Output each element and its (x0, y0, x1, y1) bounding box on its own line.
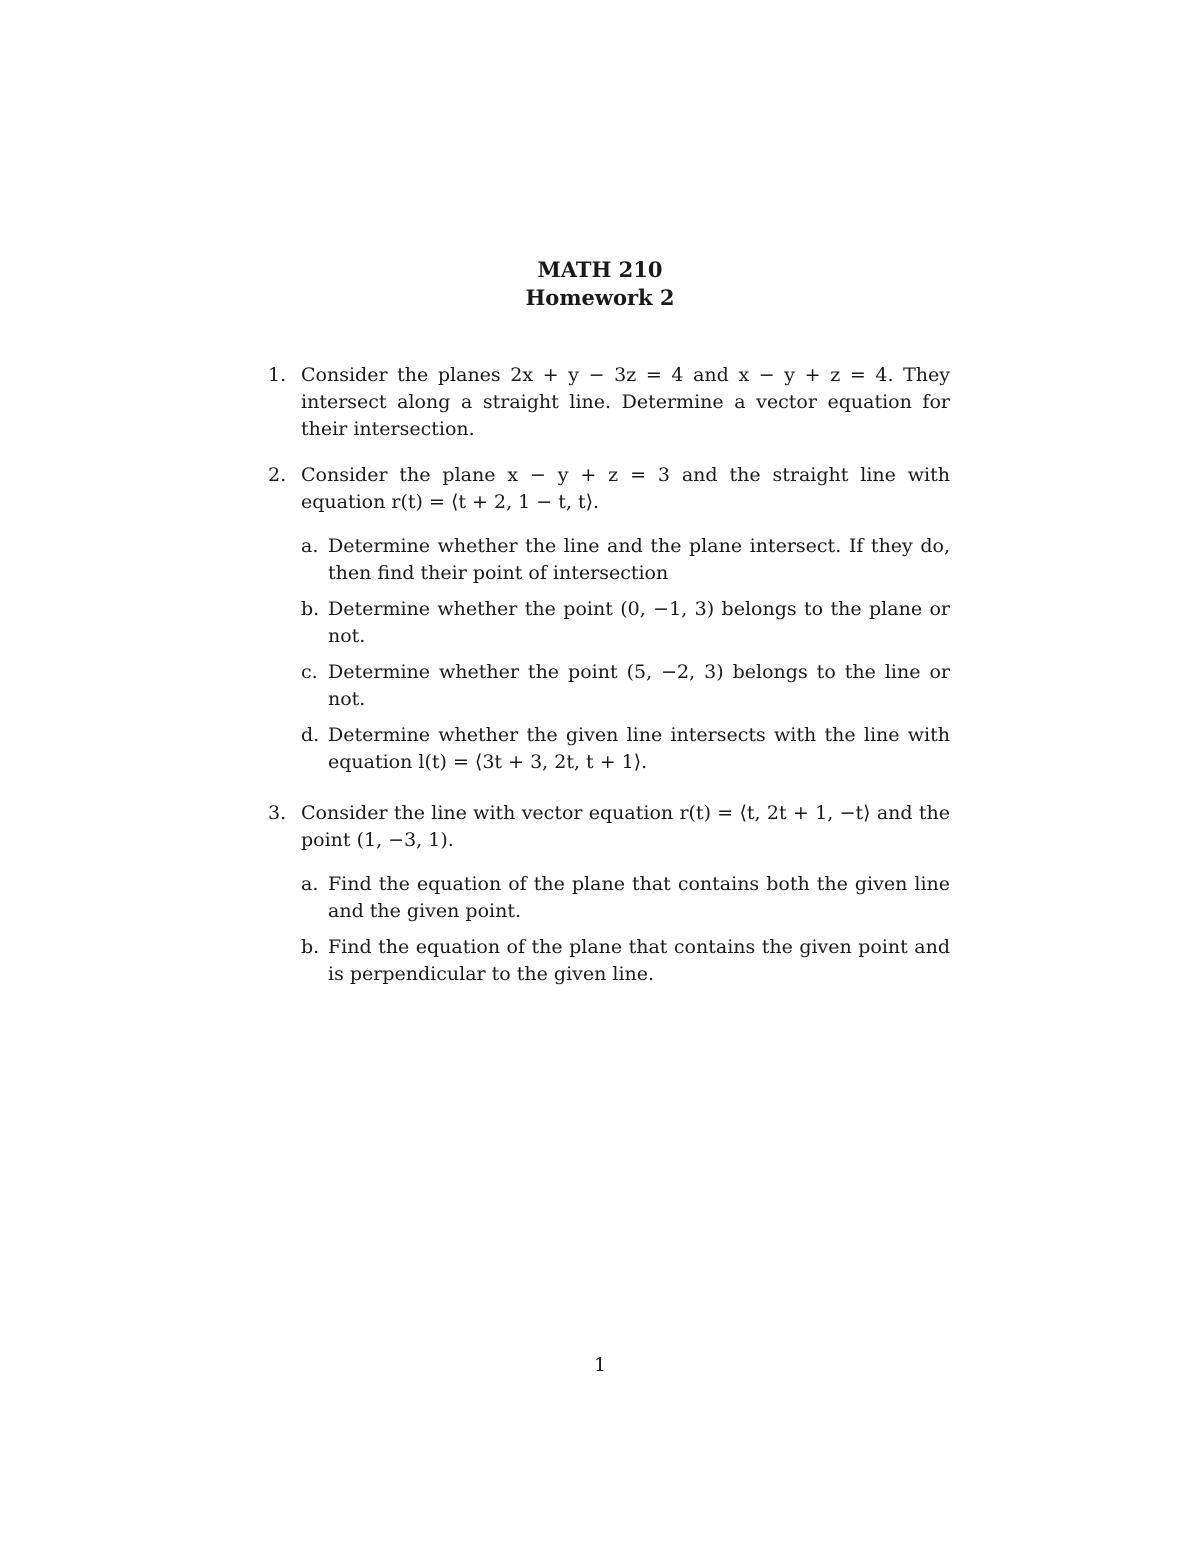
problem-3 (268, 800, 950, 988)
subproblem-2b (301, 596, 950, 650)
problem-number: 2. (268, 464, 287, 486)
subproblem-2c (301, 659, 950, 713)
problem-list (268, 362, 950, 1005)
assignment-title: Homework 2 (525, 285, 675, 310)
subproblem-2a (301, 533, 950, 587)
subproblem-text: Determine whether the point (5, −2, 3) belongs to the line or not. (328, 661, 950, 710)
subproblem-label: b. (301, 598, 320, 620)
subproblem-3b (301, 934, 950, 988)
subproblem-list (301, 871, 950, 988)
problem-2 (268, 462, 950, 776)
problem-text: Consider the plane x − y + z = 3 and the straight line with equation r(t) = ⟨t + 2, 1 − t, t⟩. (301, 464, 950, 513)
subproblem-label: a. (301, 535, 319, 557)
problem-text: Consider the planes 2x + y − 3z = 4 and x − y + z = 4. They intersect along a straight line. Determine a vector equation for their intersection. (301, 364, 950, 440)
page-number: 1 (593, 1354, 607, 1376)
subproblem-label: b. (301, 936, 320, 958)
course-title: MATH 210 (537, 257, 663, 282)
subproblem-text: Determine whether the line and the plane intersect. If they do, then find their point of intersection (328, 535, 950, 584)
subproblem-text: Determine whether the given line intersects with the line with equation l(t) = ⟨3t + 3, 2t, t + 1⟩. (328, 724, 950, 773)
subproblem-label: d. (301, 724, 320, 746)
document-header (0, 256, 1200, 312)
subproblem-3a (301, 871, 950, 925)
subproblem-text: Find the equation of the plane that contains both the given line and the given point. (328, 873, 950, 922)
subproblem-text: Find the equation of the plane that contains the given point and is perpendicular to the given line. (328, 936, 950, 985)
problem-number: 1. (268, 364, 287, 386)
problem-number: 3. (268, 802, 287, 824)
subproblem-text: Determine whether the point (0, −1, 3) belongs to the plane or not. (328, 598, 950, 647)
subproblem-label: c. (301, 661, 318, 683)
subproblem-2d (301, 722, 950, 776)
problem-1 (268, 362, 950, 443)
problem-text: Consider the line with vector equation r(t) = ⟨t, 2t + 1, −t⟩ and the point (1, −3, 1). (301, 802, 950, 851)
subproblem-list (301, 533, 950, 776)
subproblem-label: a. (301, 873, 319, 895)
